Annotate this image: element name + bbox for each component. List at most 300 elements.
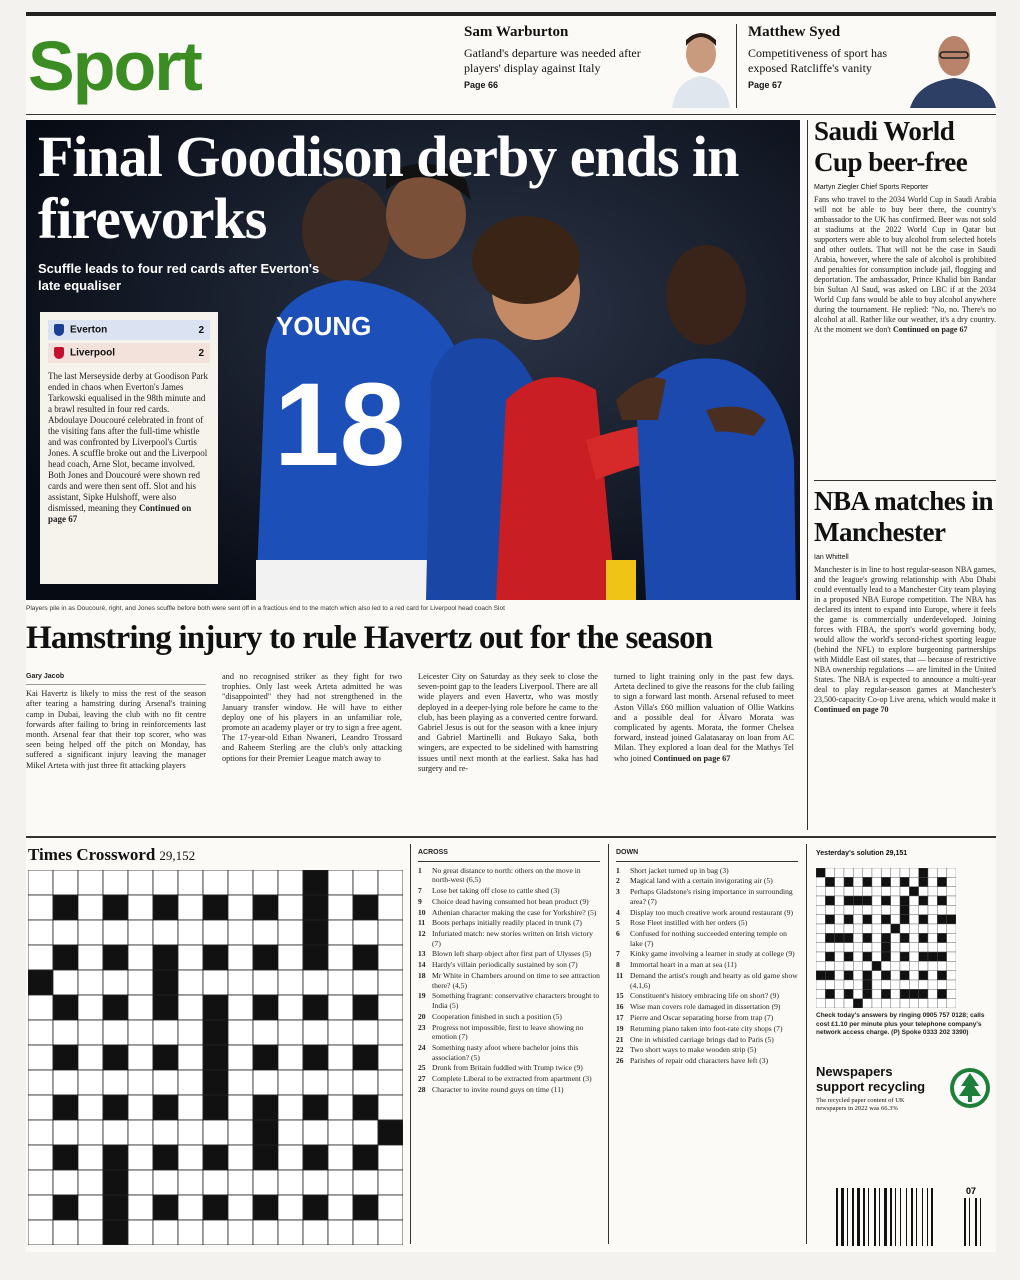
grid-block [153, 1145, 178, 1170]
continued-link[interactable]: Continued on page 67 [653, 753, 731, 763]
grid-block [203, 1045, 228, 1070]
grid-cell[interactable] [328, 1045, 353, 1070]
grid-cell[interactable] [328, 1120, 353, 1145]
grid-cell[interactable] [328, 1095, 353, 1120]
barcode-bar [969, 1198, 970, 1246]
grid-cell[interactable] [28, 1145, 53, 1170]
columnist-portrait [666, 24, 736, 108]
grid-cell[interactable] [128, 895, 153, 920]
grid-cell[interactable] [278, 920, 303, 945]
grid-cell[interactable] [278, 1020, 303, 1045]
grid-block [53, 1095, 78, 1120]
grid-cell[interactable] [278, 895, 303, 920]
grid-cell[interactable] [253, 1020, 278, 1045]
grid-cell[interactable] [203, 920, 228, 945]
solution-cell [872, 971, 881, 980]
grid-block [53, 895, 78, 920]
grid-cell[interactable] [28, 995, 53, 1020]
grid-cell[interactable] [328, 1070, 353, 1095]
grid-cell[interactable] [303, 1170, 328, 1195]
solution-cell [844, 887, 853, 896]
grid-cell[interactable] [378, 1095, 403, 1120]
grid-block [103, 1220, 128, 1245]
grid-cell[interactable] [303, 1020, 328, 1045]
solution-cell [863, 971, 872, 980]
crossword-grid[interactable] [28, 870, 403, 1245]
grid-cell[interactable] [178, 1220, 203, 1245]
grid-cell[interactable] [178, 1020, 203, 1045]
grid-cell[interactable] [153, 1020, 178, 1045]
crossword-rule [26, 836, 996, 838]
grid-cell[interactable] [178, 1045, 203, 1070]
promo-page-ref: Page 67 [748, 80, 783, 90]
grid-cell[interactable] [53, 1070, 78, 1095]
grid-block [53, 995, 78, 1020]
solution-cell [853, 877, 862, 886]
grid-cell[interactable] [353, 1120, 378, 1145]
grid-cell[interactable] [203, 1170, 228, 1195]
grid-cell[interactable] [28, 945, 53, 970]
grid-cell[interactable] [328, 920, 353, 945]
lead-headline[interactable]: Final Goodison derby ends in fireworks [38, 124, 739, 251]
grid-cell[interactable] [153, 920, 178, 945]
crossword-title [28, 844, 195, 867]
clue-number: 9 [418, 896, 422, 906]
grid-cell[interactable] [278, 1195, 303, 1220]
grid-cell[interactable] [303, 970, 328, 995]
recycling-title: Newspapers support recycling [816, 1064, 926, 1094]
grid-cell[interactable] [378, 870, 403, 895]
grid-cell[interactable] [28, 1045, 53, 1070]
grid-cell[interactable] [203, 970, 228, 995]
solution-cell [872, 924, 881, 933]
grid-cell[interactable] [28, 1020, 53, 1045]
solution-cell [900, 896, 909, 905]
column-rule [608, 844, 609, 1244]
solution-cell [881, 915, 890, 924]
grid-cell[interactable] [353, 1220, 378, 1245]
grid-cell[interactable] [228, 1095, 253, 1120]
solution-cell [872, 896, 881, 905]
grid-cell[interactable] [178, 1195, 203, 1220]
clue-text: Lose bet taking off close to cattle shed (3) [432, 885, 560, 895]
solution-cell [947, 980, 956, 989]
solution-cell [872, 943, 881, 952]
solution-cell [816, 887, 825, 896]
clue-number: 12 [418, 929, 426, 939]
solution-cell [909, 887, 918, 896]
grid-cell[interactable] [303, 1120, 328, 1145]
grid-cell[interactable] [378, 995, 403, 1020]
clue-item [616, 1013, 798, 1023]
solution-cell [919, 961, 928, 970]
grid-cell[interactable] [228, 895, 253, 920]
barcode-bar [931, 1188, 933, 1246]
grid-cell[interactable] [128, 1170, 153, 1195]
clue-number: 18 [418, 971, 426, 981]
grid-cell[interactable] [228, 995, 253, 1020]
clue-number: 14 [418, 960, 426, 970]
grid-cell[interactable] [78, 1020, 103, 1045]
grid-cell[interactable] [53, 1120, 78, 1145]
grid-cell[interactable] [128, 970, 153, 995]
clue-item [616, 908, 798, 918]
grid-cell[interactable] [128, 870, 153, 895]
grid-cell[interactable] [378, 1045, 403, 1070]
solution-cell [853, 952, 862, 961]
solution-cell [816, 868, 825, 877]
grid-cell[interactable] [328, 995, 353, 1020]
grid-cell[interactable] [228, 1170, 253, 1195]
grid-block [153, 995, 178, 1020]
clue-number: 16 [616, 1002, 624, 1012]
recycling-notice [816, 1064, 996, 1124]
solution-cell [825, 961, 834, 970]
solution-cell [891, 896, 900, 905]
saudi-headline[interactable]: Saudi World Cup beer-free [814, 116, 968, 177]
clue-item [616, 1056, 798, 1066]
grid-block [253, 995, 278, 1020]
grid-cell[interactable] [153, 1070, 178, 1095]
grid-cell[interactable] [228, 1120, 253, 1145]
clue-item [418, 1023, 600, 1042]
nba-body [814, 565, 996, 813]
grid-cell[interactable] [253, 1170, 278, 1195]
grid-cell[interactable] [328, 1145, 353, 1170]
grid-cell[interactable] [128, 920, 153, 945]
solution-cell [891, 915, 900, 924]
solution-cell [881, 961, 890, 970]
clue-item [418, 971, 600, 990]
grid-cell[interactable] [228, 1220, 253, 1245]
grid-block [353, 1095, 378, 1120]
grid-cell[interactable] [353, 870, 378, 895]
grid-cell[interactable] [178, 1095, 203, 1120]
solution-cell [919, 868, 928, 877]
grid-cell[interactable] [328, 870, 353, 895]
grid-block [153, 970, 178, 995]
grid-cell[interactable] [378, 1195, 403, 1220]
recycling-text: The recycled paper content of UK newspapers in 2022 was 66.3% [816, 1097, 905, 1112]
grid-cell[interactable] [328, 1170, 353, 1195]
clue-number: 19 [616, 1023, 624, 1033]
solution-cell [928, 868, 937, 877]
grid-cell[interactable] [128, 1070, 153, 1095]
grid-cell[interactable] [28, 1070, 53, 1095]
grid-cell[interactable] [353, 920, 378, 945]
promo-columnist-name: Sam Warburton [464, 24, 569, 40]
grid-cell[interactable] [228, 1070, 253, 1095]
solution-cell [835, 952, 844, 961]
grid-cell[interactable] [53, 1020, 78, 1045]
solution-cell [919, 905, 928, 914]
solution-cell [872, 887, 881, 896]
grid-cell[interactable] [378, 970, 403, 995]
grid-cell[interactable] [78, 1195, 103, 1220]
grid-cell[interactable] [128, 1220, 153, 1245]
clue-text: Cooperation finished in such a position (5) [432, 1011, 562, 1021]
grid-cell[interactable] [128, 995, 153, 1020]
solution-cell [853, 961, 862, 970]
grid-cell[interactable] [78, 1120, 103, 1145]
grid-cell[interactable] [378, 1220, 403, 1245]
team-name: Liverpool [70, 347, 116, 359]
score-row-liverpool [48, 343, 210, 363]
solution-cell [900, 961, 909, 970]
grid-block [103, 1045, 128, 1070]
grid-cell[interactable] [103, 870, 128, 895]
grid-cell[interactable] [278, 1120, 303, 1145]
score-box [40, 312, 218, 584]
solution-cell [937, 961, 946, 970]
grid-cell[interactable] [178, 895, 203, 920]
grid-cell[interactable] [328, 1220, 353, 1245]
grid-cell[interactable] [178, 1120, 203, 1145]
clue-number: 11 [616, 971, 624, 981]
grid-cell[interactable] [228, 1020, 253, 1045]
grid-cell[interactable] [253, 1070, 278, 1095]
grid-cell[interactable] [53, 1220, 78, 1245]
grid-cell[interactable] [78, 920, 103, 945]
clue-item [616, 887, 798, 906]
clue-number: 5 [616, 918, 620, 928]
grid-cell[interactable] [103, 1070, 128, 1095]
grid-cell[interactable] [78, 1220, 103, 1245]
grid-cell[interactable] [153, 1120, 178, 1145]
grid-cell[interactable] [128, 1095, 153, 1120]
clue-number: 10 [418, 907, 426, 917]
solution-cell [825, 905, 834, 914]
solution-cell [947, 933, 956, 942]
grid-cell[interactable] [228, 870, 253, 895]
clue-text: Complete Liberal to be extracted from apartment (3) [432, 1074, 592, 1084]
clue-number: 4 [616, 907, 620, 917]
grid-cell[interactable] [178, 1170, 203, 1195]
grid-cell[interactable] [178, 970, 203, 995]
solution-cell [900, 943, 909, 952]
grid-cell[interactable] [28, 920, 53, 945]
grid-cell[interactable] [78, 1045, 103, 1070]
grid-cell[interactable] [303, 1220, 328, 1245]
grid-cell[interactable] [228, 970, 253, 995]
grid-cell[interactable] [128, 1120, 153, 1145]
solution-cell [891, 971, 900, 980]
grid-cell[interactable] [178, 995, 203, 1020]
grid-cell[interactable] [203, 1220, 228, 1245]
grid-cell[interactable] [328, 970, 353, 995]
continued-link[interactable]: Continued on page 67 [892, 325, 968, 334]
clue-text: Demand the artist's rough and hearty as old game show (4,1,6) [630, 971, 798, 990]
grid-cell[interactable] [278, 1145, 303, 1170]
grid-cell[interactable] [78, 870, 103, 895]
grid-cell[interactable] [153, 870, 178, 895]
grid-cell[interactable] [278, 970, 303, 995]
grid-cell[interactable] [103, 1020, 128, 1045]
grid-cell[interactable] [378, 1070, 403, 1095]
grid-cell[interactable] [178, 1145, 203, 1170]
clue-text: Display too much creative work around restaurant (9) [630, 907, 793, 917]
grid-cell[interactable] [103, 970, 128, 995]
grid-cell[interactable] [278, 1095, 303, 1120]
clue-item [418, 1043, 600, 1062]
grid-cell[interactable] [228, 920, 253, 945]
grid-cell[interactable] [203, 870, 228, 895]
grid-cell[interactable] [378, 945, 403, 970]
grid-cell[interactable] [128, 945, 153, 970]
grid-cell[interactable] [28, 1170, 53, 1195]
grid-cell[interactable] [353, 1170, 378, 1195]
grid-cell[interactable] [228, 945, 253, 970]
grid-cell[interactable] [278, 995, 303, 1020]
grid-cell[interactable] [378, 1020, 403, 1045]
grid-block [253, 1195, 278, 1220]
grid-block [303, 1095, 328, 1120]
grid-cell[interactable] [53, 920, 78, 945]
grid-cell[interactable] [128, 1145, 153, 1170]
solution-cell [853, 896, 862, 905]
clue-item [616, 1035, 798, 1045]
solution-cell [863, 877, 872, 886]
nba-headline[interactable]: NBA matches in Manchester [814, 486, 994, 547]
grid-block [253, 1120, 278, 1145]
grid-cell[interactable] [153, 1220, 178, 1245]
grid-cell[interactable] [53, 1170, 78, 1195]
grid-cell[interactable] [178, 1070, 203, 1095]
grid-cell[interactable] [28, 1220, 53, 1245]
grid-cell[interactable] [53, 970, 78, 995]
solution-cell [891, 980, 900, 989]
grid-cell[interactable] [353, 1070, 378, 1095]
grid-cell[interactable] [78, 1095, 103, 1120]
clue-number: 15 [616, 991, 624, 1001]
clue-number: 17 [616, 1012, 624, 1022]
solution-cell [863, 905, 872, 914]
grid-cell[interactable] [28, 1095, 53, 1120]
grid-cell[interactable] [378, 920, 403, 945]
clue-text: Drunk from Britain fuddled with Trump twice (9) [432, 1063, 583, 1073]
grid-cell[interactable] [78, 970, 103, 995]
grid-cell[interactable] [253, 1220, 278, 1245]
grid-cell[interactable] [278, 1070, 303, 1095]
grid-cell[interactable] [278, 1045, 303, 1070]
solution-cell [825, 877, 834, 886]
continued-link[interactable]: Continued on page 70 [814, 705, 889, 714]
grid-cell[interactable] [378, 1170, 403, 1195]
solution-cell [881, 877, 890, 886]
grid-cell[interactable] [203, 1120, 228, 1145]
grid-cell[interactable] [303, 1070, 328, 1095]
clue-number: 1 [418, 865, 422, 875]
grid-block [253, 1145, 278, 1170]
grid-cell[interactable] [28, 1195, 53, 1220]
clue-number: 27 [418, 1074, 426, 1084]
continued-link[interactable]: Continued on page 67 [48, 503, 192, 524]
grid-cell[interactable] [28, 895, 53, 920]
grid-block [103, 1170, 128, 1195]
column-rule [807, 120, 808, 830]
clue-number: 11 [418, 918, 426, 928]
grid-cell[interactable] [178, 870, 203, 895]
grid-cell[interactable] [328, 945, 353, 970]
grid-cell[interactable] [278, 945, 303, 970]
clue-item [418, 897, 600, 907]
grid-cell[interactable] [228, 1045, 253, 1070]
grid-cell[interactable] [328, 1020, 353, 1045]
grid-cell[interactable] [253, 920, 278, 945]
clue-item [418, 1085, 600, 1095]
grid-cell[interactable] [78, 995, 103, 1020]
grid-cell[interactable] [278, 1220, 303, 1245]
grid-cell[interactable] [328, 1195, 353, 1220]
grid-cell[interactable] [28, 1120, 53, 1145]
tree-icon [948, 1066, 992, 1110]
promo-text: Gatland's departure was needed after players' display against Italy [464, 46, 641, 75]
grid-cell[interactable] [128, 1020, 153, 1045]
grid-block [203, 1195, 228, 1220]
clue-item [418, 908, 600, 918]
clue-item [418, 960, 600, 970]
promo-divider [736, 24, 737, 108]
solution-cell [844, 980, 853, 989]
solution-cell [937, 943, 946, 952]
solution-cell [863, 868, 872, 877]
solution-cell [881, 943, 890, 952]
havertz-column-3: Leicester City on Saturday as they seek to close the seven-point gap to the leaders Liverpool. There are all wide players and even Havertz, who was mostly deployed in a deeper-lying role before he came to the club, has been playing as a converted centre forward. Gabriel Jesus is out for the season with a knee injury and Gabriel Martinelli and Bukayo Saka, both wingers, are expected to be sidelined with hamstring issues until next month at the earliest. Saka has had surgery and re- [418, 672, 598, 773]
solution-cell [891, 905, 900, 914]
grid-cell[interactable] [78, 945, 103, 970]
grid-cell[interactable] [153, 1170, 178, 1195]
grid-cell[interactable] [128, 1195, 153, 1220]
clue-item [616, 918, 798, 928]
grid-cell[interactable] [128, 1045, 153, 1070]
grid-cell[interactable] [253, 970, 278, 995]
grid-cell[interactable] [103, 920, 128, 945]
grid-cell[interactable] [278, 870, 303, 895]
grid-cell[interactable] [78, 1070, 103, 1095]
solution-cell [872, 961, 881, 970]
grid-block [253, 895, 278, 920]
grid-cell[interactable] [178, 920, 203, 945]
grid-block [153, 945, 178, 970]
grid-cell[interactable] [278, 1170, 303, 1195]
grid-cell[interactable] [53, 870, 78, 895]
solution-cell [947, 896, 956, 905]
grid-cell[interactable] [78, 895, 103, 920]
solution-cell [844, 905, 853, 914]
grid-cell[interactable] [228, 1195, 253, 1220]
grid-cell[interactable] [378, 1145, 403, 1170]
grid-cell[interactable] [378, 895, 403, 920]
clue-item [616, 866, 798, 876]
grid-cell[interactable] [253, 870, 278, 895]
solution-cell [853, 989, 862, 998]
grid-cell[interactable] [228, 1145, 253, 1170]
solution-cell [835, 933, 844, 942]
grid-cell[interactable] [103, 1120, 128, 1145]
grid-block [203, 1095, 228, 1120]
solution-cell [835, 877, 844, 886]
grid-cell[interactable] [78, 1170, 103, 1195]
grid-cell[interactable] [328, 895, 353, 920]
grid-cell[interactable] [28, 870, 53, 895]
havertz-headline[interactable]: Hamstring injury to rule Havertz out for the season [26, 620, 713, 656]
barcode-bar [922, 1188, 923, 1246]
grid-cell[interactable] [353, 1020, 378, 1045]
grid-cell[interactable] [78, 1145, 103, 1170]
grid-cell[interactable] [353, 970, 378, 995]
grid-cell[interactable] [178, 945, 203, 970]
solution-cell [872, 952, 881, 961]
